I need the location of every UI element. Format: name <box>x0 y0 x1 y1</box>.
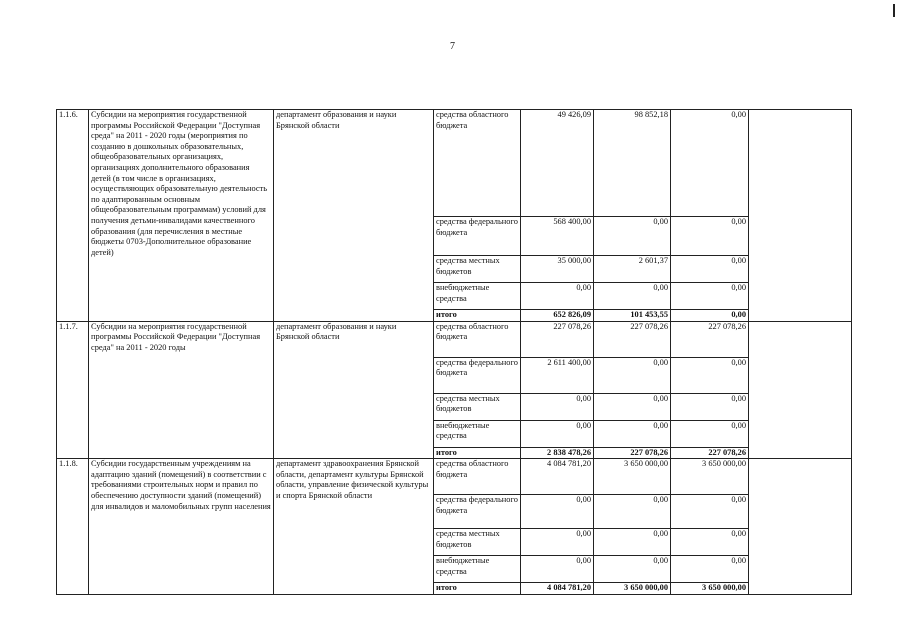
scan-edge-mark <box>893 4 895 17</box>
value-col-2: 98 852,18 <box>594 110 671 217</box>
funding-source-total: итого <box>434 447 521 459</box>
value-col-3: 0,00 <box>671 420 749 447</box>
value-col-2: 3 650 000,00 <box>594 459 671 495</box>
value-col-1: 0,00 <box>521 283 594 310</box>
item-executor: департамент образования и науки Брянской области <box>274 321 434 459</box>
item-code: 1.1.6. <box>57 110 89 322</box>
page-number: 7 <box>450 41 455 52</box>
item-executor: департамент здравоохранения Брянской области, департамент культуры Брянской области, управление физической культуры и спорта Брянской области <box>274 459 434 595</box>
item-code: 1.1.7. <box>57 321 89 459</box>
value-col-1: 2 838 478,26 <box>521 447 594 459</box>
empty-cell <box>749 321 852 459</box>
item-code: 1.1.8. <box>57 459 89 595</box>
value-col-2: 227 078,26 <box>594 321 671 357</box>
value-col-3: 0,00 <box>671 217 749 256</box>
value-col-3: 227 078,26 <box>671 447 749 459</box>
value-col-2: 0,00 <box>594 217 671 256</box>
value-col-3: 0,00 <box>671 357 749 393</box>
value-col-1: 0,00 <box>521 495 594 529</box>
funding-source: средства областного бюджета <box>434 110 521 217</box>
value-col-2: 0,00 <box>594 357 671 393</box>
funding-source: внебюджетные средства <box>434 420 521 447</box>
value-col-1: 0,00 <box>521 393 594 420</box>
empty-cell <box>749 110 852 322</box>
value-col-3: 0,00 <box>671 393 749 420</box>
budget-table <box>56 109 852 595</box>
value-col-3: 0,00 <box>671 495 749 529</box>
value-col-1: 35 000,00 <box>521 256 594 283</box>
value-col-2: 0,00 <box>594 393 671 420</box>
funding-source: средства областного бюджета <box>434 459 521 495</box>
funding-source: средства местных бюджетов <box>434 529 521 556</box>
item-name: Субсидии государственным учреждениям на адаптацию зданий (помещений) в соответствии с требованиями строительных норм и правил по обеспечению доступности зданий (помещений) для инвалидов и маломобильных групп населения <box>89 459 274 595</box>
value-col-2: 0,00 <box>594 556 671 583</box>
value-col-3: 0,00 <box>671 283 749 310</box>
value-col-1: 49 426,09 <box>521 110 594 217</box>
funding-source: средства местных бюджетов <box>434 256 521 283</box>
value-col-2: 0,00 <box>594 420 671 447</box>
value-col-3: 0,00 <box>671 556 749 583</box>
value-col-1: 0,00 <box>521 420 594 447</box>
funding-source: средства местных бюджетов <box>434 393 521 420</box>
value-col-3: 0,00 <box>671 310 749 322</box>
table-row <box>57 321 852 357</box>
funding-source: средства федерального бюджета <box>434 495 521 529</box>
value-col-1: 652 826,09 <box>521 310 594 322</box>
table-row <box>57 110 852 217</box>
value-col-3: 3 650 000,00 <box>671 459 749 495</box>
table-row <box>57 459 852 495</box>
value-col-2: 227 078,26 <box>594 447 671 459</box>
value-col-1: 2 611 400,00 <box>521 357 594 393</box>
value-col-2: 0,00 <box>594 283 671 310</box>
funding-source: внебюджетные средства <box>434 283 521 310</box>
value-col-1: 4 084 781,20 <box>521 459 594 495</box>
value-col-1: 568 400,00 <box>521 217 594 256</box>
value-col-3: 0,00 <box>671 110 749 217</box>
value-col-1: 0,00 <box>521 556 594 583</box>
value-col-2: 0,00 <box>594 495 671 529</box>
value-col-2: 101 453,55 <box>594 310 671 322</box>
value-col-3: 0,00 <box>671 256 749 283</box>
value-col-3: 3 650 000,00 <box>671 583 749 595</box>
value-col-2: 0,00 <box>594 529 671 556</box>
value-col-1: 0,00 <box>521 529 594 556</box>
value-col-2: 3 650 000,00 <box>594 583 671 595</box>
funding-source: средства федерального бюджета <box>434 217 521 256</box>
value-col-1: 227 078,26 <box>521 321 594 357</box>
value-col-1: 4 084 781,20 <box>521 583 594 595</box>
item-name: Субсидии на мероприятия государственной программы Российской Федерации "Доступная среда" на 2011 - 2020 годы <box>89 321 274 459</box>
funding-source-total: итого <box>434 583 521 595</box>
value-col-2: 2 601,37 <box>594 256 671 283</box>
empty-cell <box>749 459 852 595</box>
funding-source-total: итого <box>434 310 521 322</box>
value-col-3: 227 078,26 <box>671 321 749 357</box>
item-name: Субсидии на мероприятия государственной программы Российской Федерации "Доступная среда" на 2011 - 2020 годы (мероприятия по созданию в дошкольных образовательных, общеобразовательных организациях, организациях дополнительного образования детей (в том числе в организациях, осуществляющих образовательную деятельность по адаптированным основным общеобразовательным программам) условий для получения детьми-инвалидами качественного образования (для перечисления в местные бюджеты 0703-Дополнительное образование детей) <box>89 110 274 322</box>
funding-source: средства областного бюджета <box>434 321 521 357</box>
value-col-3: 0,00 <box>671 529 749 556</box>
item-executor: департамент образования и науки Брянской области <box>274 110 434 322</box>
funding-source: внебюджетные средства <box>434 556 521 583</box>
funding-source: средства федерального бюджета <box>434 357 521 393</box>
